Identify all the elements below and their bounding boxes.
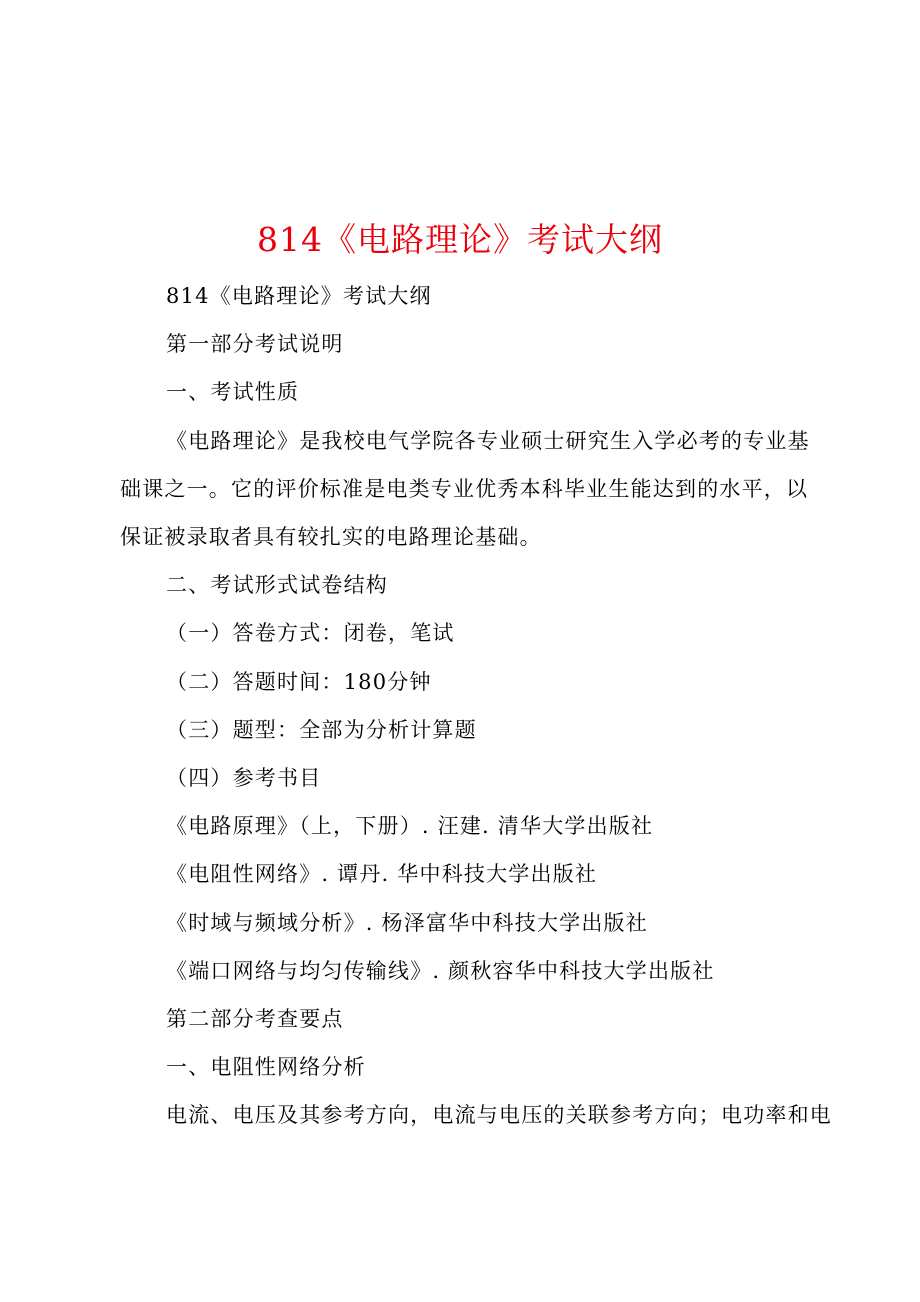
document-title: 814《电路理论》考试大纲 (257, 220, 663, 260)
reference-book-1: 《电路原理》（上，下册）. 汪建. 清华大学出版社 (166, 814, 654, 839)
heading-exam-nature: 一、考试性质 (166, 380, 300, 405)
heading-resistive-network: 一、电阻性网络分析 (166, 1055, 366, 1080)
list-item-references: （四）参考书目 (166, 766, 322, 791)
subtitle-line: 814《电路理论》考试大纲 (166, 284, 432, 308)
paragraph-exam-nature: 《电路理论》是我校电气学院各专业硕士研究生入学必考的专业基础课之一。它的评价标准是电类专业优秀本科毕业生能达到的水平，以保证被录取者具有较扎实的电路理论基础。 (120, 428, 810, 550)
list-item-answer-time: （二）答题时间：180分钟 (166, 669, 432, 694)
reference-book-2: 《电阻性网络》. 谭丹. 华中科技大学出版社 (166, 862, 598, 887)
reference-book-4: 《端口网络与均匀传输线》. 颜秋容华中科技大学出版社 (166, 958, 715, 983)
section-heading-part-one: 第一部分考试说明 (166, 332, 344, 357)
list-item-answer-method: （一）答卷方式：闭卷，笔试 (166, 621, 455, 646)
paragraph-resistive-network: 电流、电压及其参考方向，电流与电压的关联参考方向；电功率和电 (166, 1103, 832, 1128)
reference-book-3: 《时域与频域分析》. 杨泽富华中科技大学出版社 (166, 910, 648, 935)
section-heading-part-two: 第二部分考查要点 (166, 1007, 344, 1032)
document-body (120, 272, 832, 1140)
list-item-question-type: （三）题型：全部为分析计算题 (166, 717, 477, 742)
heading-exam-format: 二、考试形式试卷结构 (166, 573, 388, 598)
